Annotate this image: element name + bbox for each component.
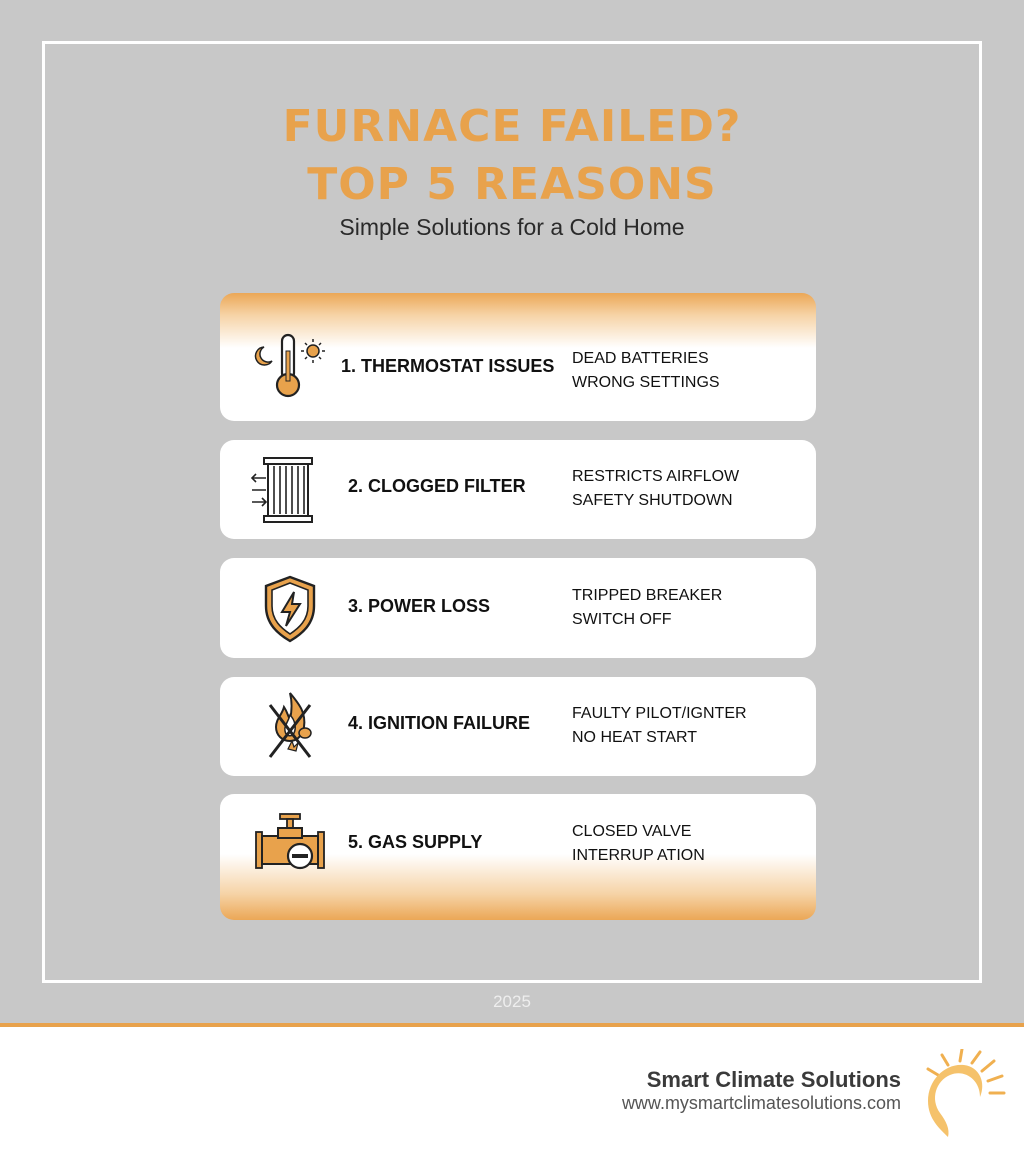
reason-card-ignition bbox=[220, 677, 816, 776]
air-filter-icon bbox=[250, 456, 330, 526]
sun-logo-icon bbox=[920, 1049, 1008, 1139]
reason-details bbox=[572, 820, 705, 868]
footer bbox=[0, 1023, 1024, 1154]
gas-valve-icon bbox=[250, 810, 330, 880]
lightning-shield-icon bbox=[250, 574, 330, 644]
reason-detail-line: TRIPPED BREAKER bbox=[572, 587, 723, 604]
reason-card-power bbox=[220, 558, 816, 658]
flame-crossed-icon bbox=[250, 691, 330, 761]
page-title-line-1: FURNACE FAILED? bbox=[282, 101, 742, 152]
website-link[interactable]: www.mysmartclimatesolutions.com bbox=[621, 1093, 901, 1113]
reason-detail-line: INTERRUP ATION bbox=[572, 847, 705, 864]
reason-detail-line: SWITCH OFF bbox=[572, 611, 672, 628]
reason-detail-line: DEAD BATTERIES bbox=[572, 350, 709, 367]
page-subtitle: Simple Solutions for a Cold Home bbox=[339, 214, 685, 240]
reason-label: 5. GAS SUPPLY bbox=[348, 832, 483, 852]
reason-detail-line: RESTRICTS AIRFLOW bbox=[572, 468, 740, 485]
reason-label: 4. IGNITION FAILURE bbox=[348, 713, 531, 733]
reason-detail-line: SAFETY SHUTDOWN bbox=[572, 492, 733, 509]
reason-detail-line: CLOSED VALVE bbox=[572, 823, 692, 840]
reason-label: 2. CLOGGED FILTER bbox=[348, 476, 526, 496]
reason-card-thermostat bbox=[220, 293, 816, 421]
page-title-line-2: TOP 5 REASONS bbox=[307, 159, 717, 210]
reason-label: 3. POWER LOSS bbox=[348, 596, 491, 616]
reason-details bbox=[572, 584, 722, 632]
reason-detail-line: NO HEAT START bbox=[572, 729, 698, 746]
reason-card-filter bbox=[220, 440, 816, 539]
reason-card-gas bbox=[220, 794, 816, 920]
year-label: 2025 bbox=[493, 992, 531, 1011]
reason-details bbox=[572, 465, 739, 513]
brand-name: Smart Climate Solutions bbox=[646, 1067, 901, 1092]
reason-details bbox=[572, 702, 747, 750]
reason-detail-line: FAULTY PILOT/IGNTER bbox=[572, 705, 747, 722]
reason-label: 1. THERMOSTAT ISSUES bbox=[341, 356, 555, 376]
reason-detail-line: WRONG SETTINGS bbox=[572, 374, 720, 391]
reason-details bbox=[572, 347, 720, 395]
thermostat-icon bbox=[250, 329, 330, 399]
